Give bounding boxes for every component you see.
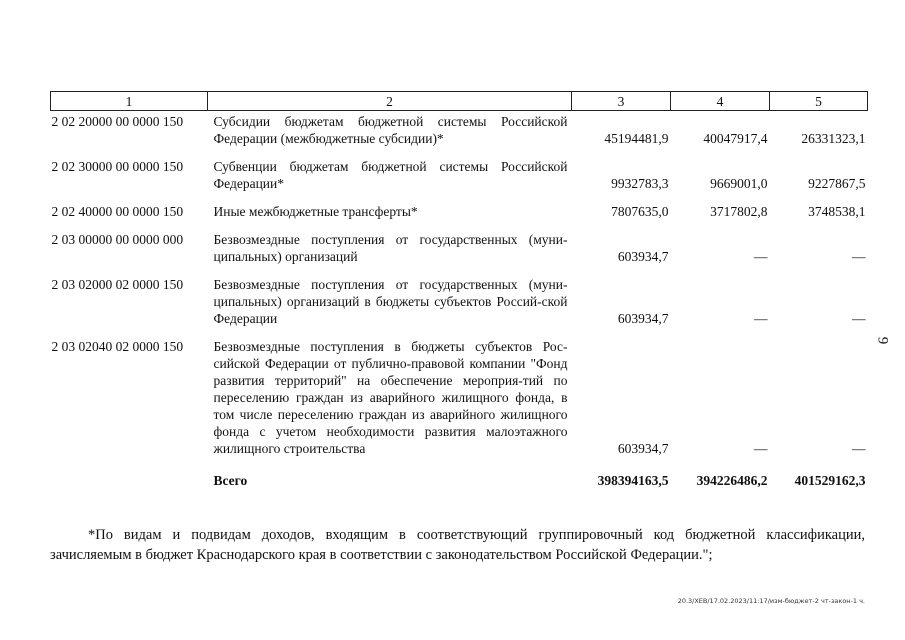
table-row <box>51 231 868 276</box>
row-name: Безвозмездные поступления в бюджеты субъектов Рос-сийской Федерации от публично-правовой компании "Фонд развития территорий" на обеспечение мероприя-тий по переселению граждан из аварийного жилищного фонда, в том числе переселению граждан из аварийного жилищного фонда с учетом необходимости развития малоэтажного жилищного строительства <box>213 339 568 456</box>
row-code: 2 03 00000 00 0000 000 <box>51 232 184 247</box>
column-header-4: 4 <box>671 92 770 111</box>
row-value-year2: — <box>754 311 768 326</box>
column-header-5: 5 <box>770 92 868 111</box>
column-header-1: 1 <box>51 92 208 111</box>
row-value-year3: — <box>852 311 866 326</box>
row-value-year1: 603934,7 <box>617 311 669 326</box>
footnote-text: *По видам и подвидам доходов, входящим в соответствующий группировочный код бюджетной классификации, зачисляемым в бюджет Краснодарского края в соответствии с законодательством Российской Федерации."; <box>50 527 865 563</box>
row-name: Безвозмездные поступления от государственных (муни-ципальных) организаций <box>213 232 568 264</box>
table-row <box>51 203 868 231</box>
total-value-year3: 401529162,3 <box>794 473 866 488</box>
row-value-year3: 26331323,1 <box>801 131 866 146</box>
total-value-year1: 398394163,5 <box>597 473 669 488</box>
footnote <box>50 525 865 565</box>
row-code: 2 03 02000 02 0000 150 <box>51 277 184 292</box>
row-value-year1: 603934,7 <box>617 249 669 264</box>
page-number: 9 <box>874 336 891 345</box>
row-value-year3: — <box>852 441 866 456</box>
table-row <box>51 276 868 338</box>
row-value-year1: 9932783,3 <box>611 176 669 191</box>
row-value-year2: 9669001,0 <box>710 176 768 191</box>
row-name: Безвозмездные поступления от государственных (муни-ципальных) организаций в бюджеты субъектов Россий-ской Федерации <box>213 277 568 326</box>
row-code: 2 02 30000 00 0000 150 <box>51 159 184 174</box>
row-value-year3: — <box>852 249 866 264</box>
row-value-year1: 7807635,0 <box>611 204 669 219</box>
table-header-row <box>51 92 868 111</box>
row-value-year2: 40047917,4 <box>703 131 768 146</box>
row-name: Субвенции бюджетам бюджетной системы Российской Федерации* <box>213 159 568 191</box>
row-value-year2: — <box>754 249 768 264</box>
budget-table <box>50 91 868 489</box>
row-value-year3: 9227867,5 <box>808 176 866 191</box>
row-name: Субсидии бюджетам бюджетной системы Российской Федерации (межбюджетные субсидии)* <box>213 114 568 146</box>
row-value-year1: 603934,7 <box>617 441 669 456</box>
row-value-year1: 45194481,9 <box>604 131 669 146</box>
table-row <box>51 158 868 203</box>
table-row <box>51 338 868 468</box>
row-value-year2: 3717802,8 <box>710 204 768 219</box>
row-value-year2: — <box>754 441 768 456</box>
row-code: 2 03 02040 02 0000 150 <box>51 339 184 354</box>
table-row <box>51 111 868 159</box>
row-value-year3: 3748538,1 <box>808 204 866 219</box>
table-total-row <box>51 468 868 489</box>
total-value-year2: 394226486,2 <box>696 473 768 488</box>
column-header-3: 3 <box>572 92 671 111</box>
row-code: 2 02 40000 00 0000 150 <box>51 204 184 219</box>
row-name: Иные межбюджетные трансферты* <box>213 204 418 219</box>
row-code: 2 02 20000 00 0000 150 <box>51 114 184 129</box>
column-header-2: 2 <box>208 92 572 111</box>
document-stamp: 20.3/ХЕВ/17.02.2023/11:17/изм-бюджет-2 чт-закон-1 ч. <box>677 597 865 605</box>
total-label: Всего <box>213 473 248 488</box>
